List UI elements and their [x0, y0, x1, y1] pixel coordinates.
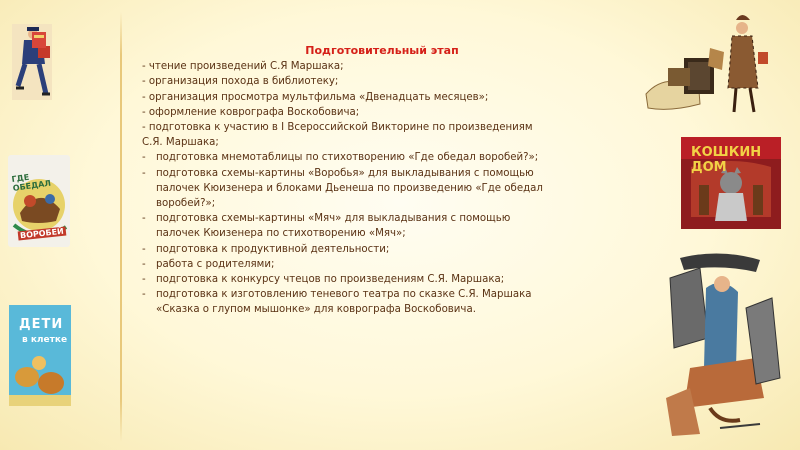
section-heading: Подготовительный этап — [305, 44, 459, 57]
intro-line: - организация похода в библиотеку; — [142, 76, 339, 88]
sewing-scene-illustration — [660, 248, 784, 436]
book-cover-koshkin-dom — [681, 137, 781, 229]
list-item: - подготовка схемы-картины «Мяч» для выкладывания с помощью палочек Кюизенера по стихотворению «Мяч»; — [142, 211, 612, 241]
list-item: - подготовка к продуктивной деятельности; — [142, 242, 612, 257]
intro-line: - чтение произведений С.Я Маршака; — [142, 61, 344, 73]
luggage-lady-illustration — [640, 8, 782, 126]
bullet-list — [142, 150, 612, 317]
list-item: - работа с родителями; — [142, 257, 612, 272]
book-subtitle-v-kletke: в клетке — [22, 335, 68, 345]
book-title-deti: ДЕТИ — [19, 317, 64, 332]
list-item: - подготовка к конкурсу чтецов по произведениям С.Я. Маршака; — [142, 272, 612, 287]
intro-list — [142, 59, 612, 150]
vertical-divider — [120, 12, 122, 442]
book-cover-gde-obedal — [8, 155, 70, 247]
intro-line: - организация просмотра мультфильма «Двенадцать месяцев»; — [142, 91, 489, 103]
book-subtitle-vorobei: ВОРОБЕЙ — [19, 226, 65, 241]
preparatory-stage-text — [142, 43, 612, 318]
list-item: - подготовка мнемотаблицы по стихотворению «Где обедал воробей?»; — [142, 150, 612, 165]
book-cover-deti — [9, 305, 71, 406]
list-item: - подготовка схемы-картины «Воробья» для выкладывания с помощью палочек Кюизенера и блоками Дьенеша по произведению «Где обедал воробей?»; — [142, 166, 612, 212]
intro-line: С.Я. Маршака; — [142, 137, 219, 149]
list-item: - подготовка к изготовлению теневого театра по сказке С.Я. Маршака «Сказка о глупом мышонке» для коврографа Воскобовича. — [142, 287, 612, 317]
book-title-koshkin-dom: КОШКИН ДОМ — [691, 145, 762, 175]
letter-book-illustration — [32, 32, 46, 48]
intro-line: - подготовка к участию в I Всероссийской Викторине по произведениям — [142, 122, 533, 134]
intro-line: - оформление коврографа Воскобовича; — [142, 106, 360, 118]
book-title-gde-obedal: ГДЕ ОБЕДАЛ — [11, 172, 52, 193]
